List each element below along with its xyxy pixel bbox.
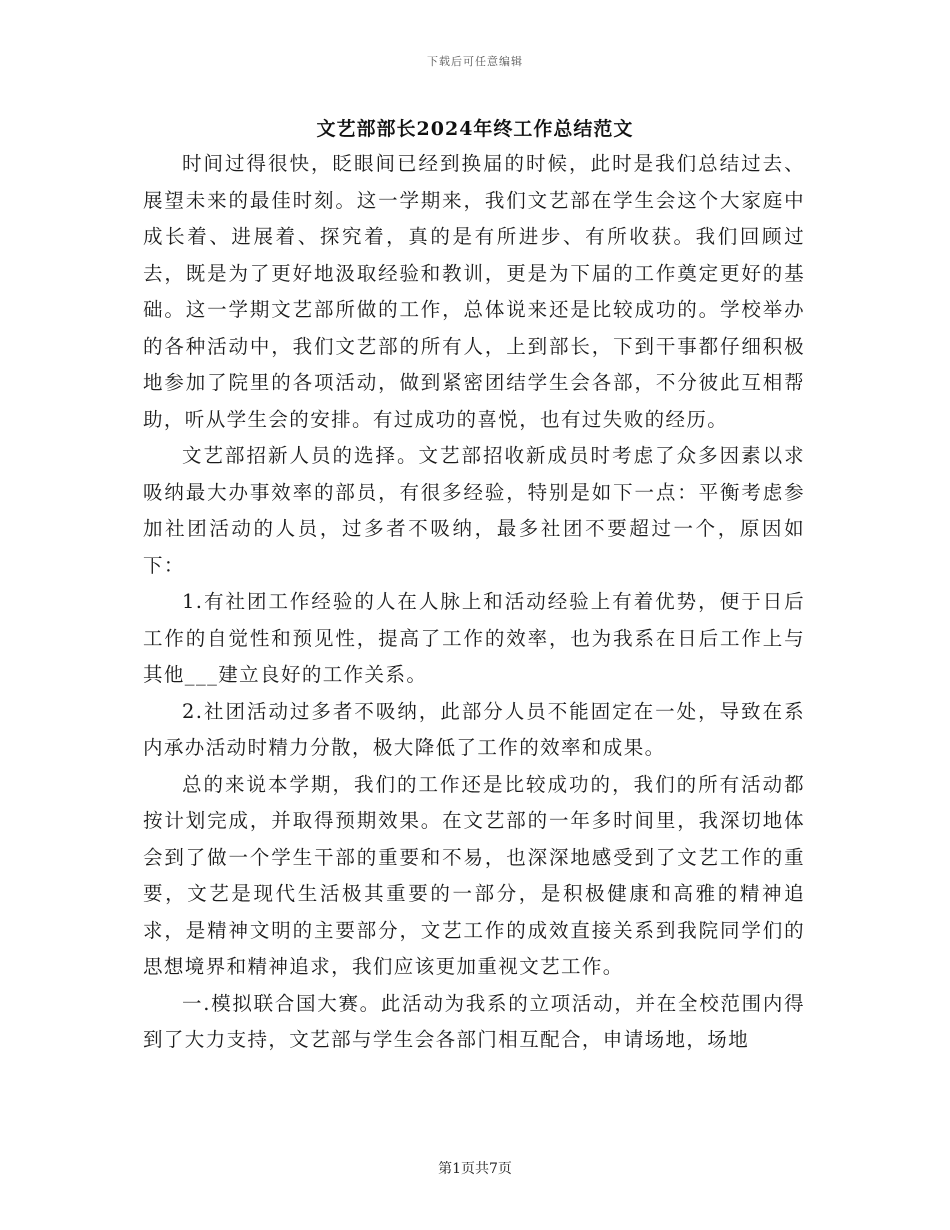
body-paragraph: 一.模拟联合国大赛。此活动为我系的立项活动，并在全校范围内得到了大力支持，文艺部与学生会各部门相互配合，申请场地，场地 [143, 991, 805, 1051]
body-paragraph: 1.有社团工作经验的人在人脉上和活动经验上有着优势，便于日后工作的自觉性和预见性，提高了工作的效率，也为我系在日后工作上与其他___建立良好的工作关系。 [143, 590, 805, 686]
body-paragraph: 时间过得很快，眨眼间已经到换届的时候，此时是我们总结过去、展望未来的最佳时刻。这一学期来，我们文艺部在学生会这个大家庭中成长着、进展着、探究着，真的是有所进步、有所收获。我们回顾过去，既是为了更好地汲取经验和教训，更是为下届的工作奠定更好的基础。这一学期文艺部所做的工作，总体说来还是比较成功的。学校举办的各种活动中，我们文艺部的所有人，上到部长，下到干事都仔细积极地参加了院里的各项活动，做到紧密团结学生会各部，不分彼此互相帮助，听从学生会的安排。有过成功的喜悦，也有过失败的经历。 [143, 152, 805, 431]
body-paragraph: 2.社团活动过多者不吸纳，此部分人员不能固定在一处，导致在系内承办活动时精力分散，极大降低了工作的效率和成果。 [143, 699, 805, 759]
document-title: 文艺部部长2024年终工作总结范文 [316, 118, 634, 140]
body-paragraph: 总的来说本学期，我们的工作还是比较成功的，我们的所有活动都按计划完成，并取得预期效果。在文艺部的一年多时间里，我深切地体会到了做一个学生干部的重要和不易，也深深地感受到了文艺工作的重要，文艺是现代生活极其重要的一部分，是积极健康和高雅的精神追求，是精神文明的主要部分，文艺工作的成效直接关系到我院同学们的思想境界和精神追求，我们应该更加重视文艺工作。 [143, 772, 805, 978]
page-number-footer: 第1页共7页 [438, 1161, 512, 1177]
body-paragraph: 文艺部招新人员的选择。文艺部招收新成员时考虑了众多因素以求吸纳最大办事效率的部员，有很多经验，特别是如下一点：平衡考虑参加社团活动的人员，过多者不吸纳，最多社团不要超过一个，原因如下： [143, 444, 805, 577]
document-body [143, 146, 805, 1059]
header-note: 下载后可任意编辑 [427, 55, 523, 68]
